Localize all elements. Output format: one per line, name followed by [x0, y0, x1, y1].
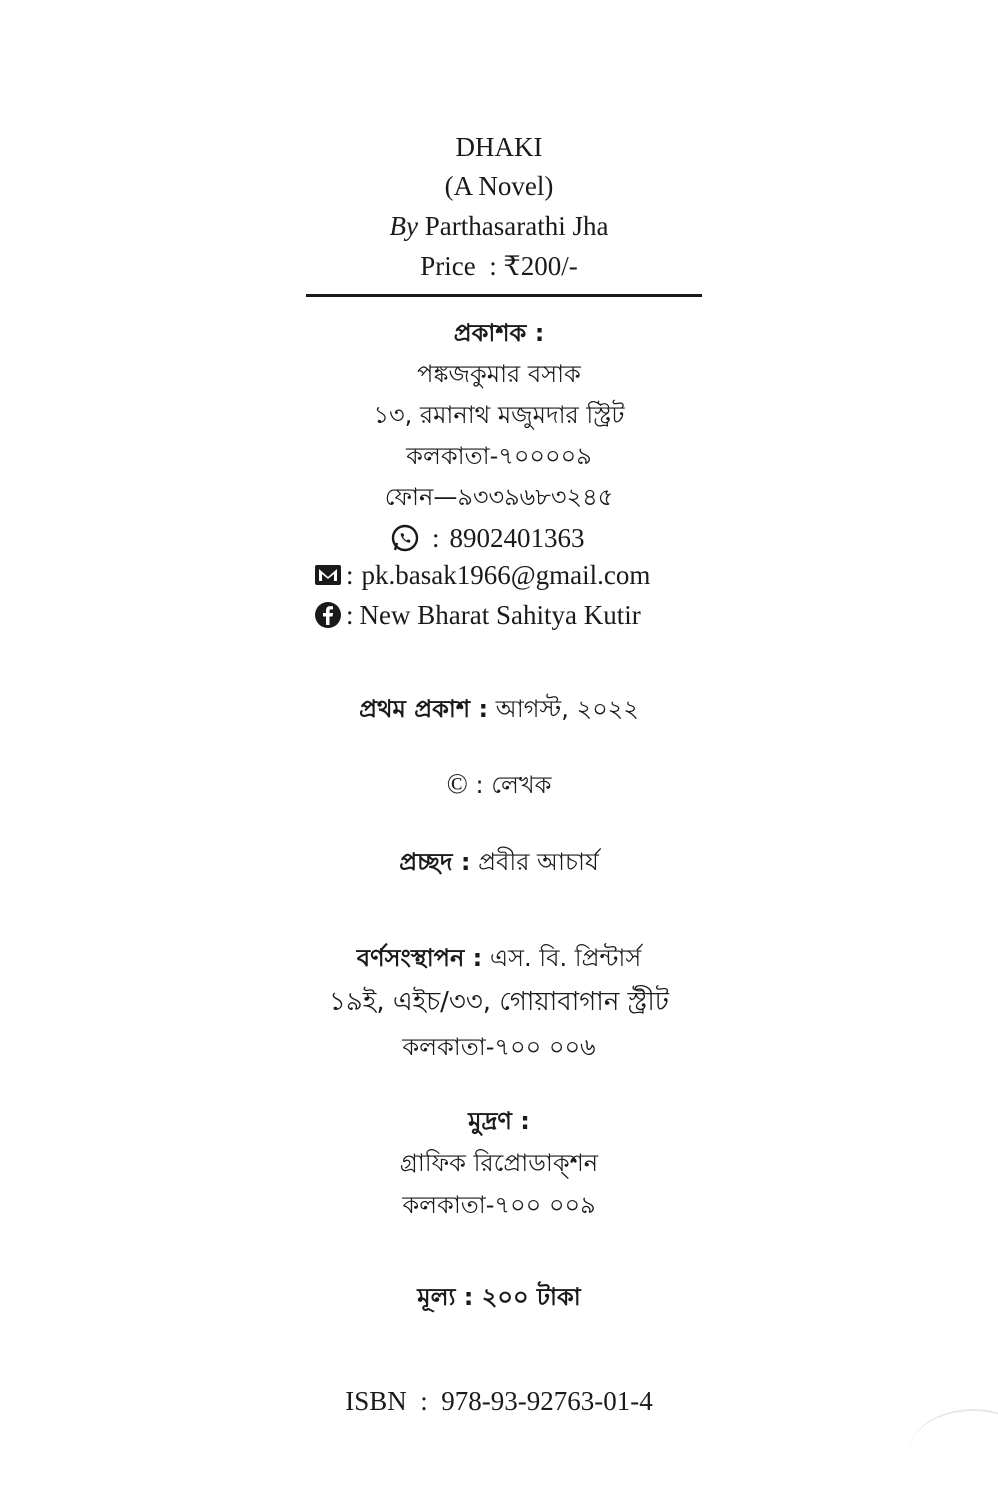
author-name: Parthasarathi Jha — [424, 211, 609, 241]
email-line: : pk.basak1966@gmail.com — [314, 558, 650, 592]
divider-rule — [306, 294, 702, 297]
typesetting-name: এস. বি. প্রিন্টার্স — [489, 944, 642, 972]
by-label: By — [389, 211, 419, 241]
whatsapp-icon — [390, 523, 420, 553]
typesetting-credit — [0, 941, 998, 975]
price-bn-label: মূল্য : — [417, 1283, 474, 1311]
cover-artist: প্রবীর আচার্য — [478, 848, 599, 876]
copyright-holder: : লেখক — [475, 771, 552, 799]
isbn-line: ISBN : 978-93-92763-01-4 — [345, 1386, 653, 1416]
email-address: pk.basak1966@gmail.com — [361, 560, 651, 590]
publisher-heading: প্রকাশক : — [453, 319, 545, 347]
page-curl — [908, 1409, 998, 1501]
publisher-city: কলকাতা-৭০০০০৯ — [406, 442, 592, 470]
typesetting-city: কলকাতা-৭০০ ০০৬ — [402, 1033, 596, 1061]
copyright-icon: © — [446, 769, 468, 800]
first-edition — [0, 692, 998, 726]
price-value: ₹200/- — [503, 251, 578, 281]
book-title: DHAKI — [455, 132, 543, 162]
book-subtitle: (A Novel) — [444, 171, 554, 201]
publisher-address: ১৩, রমানাথ মজুমদার স্ট্রিট — [373, 401, 625, 429]
price-bn-value: ২০০ টাকা — [481, 1283, 581, 1311]
first-edition-label: প্রথম প্রকাশ : — [359, 695, 489, 723]
whatsapp-line: : 8902401363 — [390, 521, 585, 555]
isbn-number: 978-93-92763-01-4 — [441, 1386, 653, 1416]
cover-credit — [0, 845, 998, 879]
typesetting-address: ১৯ই, এইচ/৩৩, গোয়াবাগান স্ট্রীট — [329, 987, 669, 1017]
mail-icon — [314, 563, 342, 587]
typesetting-label: বর্ণসংস্থাপন : — [356, 944, 483, 972]
author-line — [0, 209, 998, 243]
isbn-label: ISBN — [345, 1386, 407, 1416]
facebook-icon — [314, 601, 342, 629]
cover-label: প্রচ্ছদ : — [399, 848, 471, 876]
price-bengali — [0, 1280, 998, 1314]
facebook-page: New Bharat Sahitya Kutir — [359, 600, 641, 630]
facebook-line: : New Bharat Sahitya Kutir — [314, 598, 641, 632]
publisher-phone: ফোন—৯৩৩৯৬৮৩২৪৫ — [384, 483, 614, 511]
whatsapp-number: 8902401363 — [449, 523, 585, 553]
copyright-line — [0, 768, 998, 802]
first-edition-value: আগস্ট, ২০২২ — [495, 695, 639, 723]
price-label: Price — [420, 251, 476, 281]
printing-city: কলকাতা-৭০০ ০০৯ — [402, 1191, 596, 1219]
publisher-name: পঙ্কজকুমার বসাক — [417, 360, 581, 388]
printing-name: গ্রাফিক রিপ্রোডাক্শন — [399, 1149, 599, 1177]
printing-heading: মুদ্রণ : — [468, 1107, 530, 1135]
price-line: Price : ₹200/- — [420, 251, 578, 281]
